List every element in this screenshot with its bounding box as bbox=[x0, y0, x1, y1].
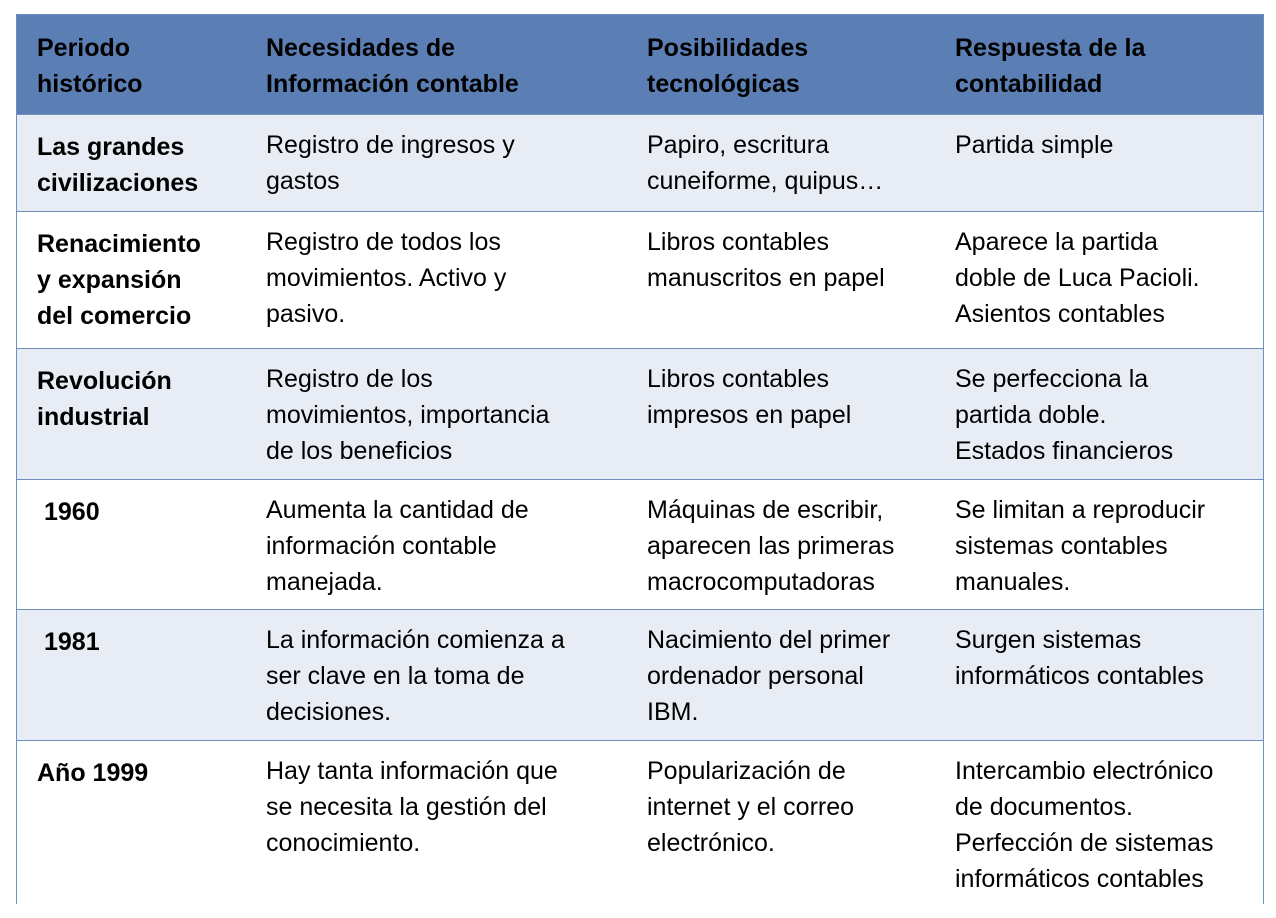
period-cell: Renacimiento y expansión del comercio bbox=[37, 230, 201, 330]
table-row bbox=[17, 479, 1263, 609]
response-cell: Se limitan a reproducir sistemas contables manuales. bbox=[955, 496, 1206, 596]
period-cell: Las grandes civilizaciones bbox=[37, 133, 199, 197]
needs-cell: Registro de todos los movimientos. Activo y pasivo. bbox=[266, 228, 507, 328]
technology-cell: Papiro, escritura cuneiforme, quipus… bbox=[647, 131, 884, 195]
needs-cell: La información comienza a ser clave en la toma de decisiones. bbox=[266, 626, 565, 726]
header-period: Periodo histórico bbox=[37, 34, 143, 98]
table-row bbox=[17, 348, 1263, 479]
needs-cell: Registro de los movimientos, importancia de los beneficios bbox=[266, 365, 550, 465]
technology-cell: Máquinas de escribir, aparecen las primeras macrocomputadoras bbox=[647, 496, 895, 596]
response-cell: Se perfecciona la partida doble. Estados financieros bbox=[955, 365, 1174, 465]
technology-cell: Libros contables impresos en papel bbox=[647, 365, 852, 429]
accounting-history-table bbox=[16, 14, 1264, 904]
response-cell: Intercambio electrónico de documentos. Perfección de sistemas informáticos contables bbox=[955, 757, 1214, 893]
table-row bbox=[17, 609, 1263, 740]
technology-cell: Libros contables manuscritos en papel bbox=[647, 228, 885, 292]
period-cell: Revolución industrial bbox=[37, 367, 172, 431]
response-cell: Partida simple bbox=[955, 131, 1114, 159]
period-cell: Año 1999 bbox=[37, 759, 149, 787]
table-row bbox=[17, 211, 1263, 348]
table-header-row bbox=[17, 15, 1263, 114]
response-cell: Surgen sistemas informáticos contables bbox=[955, 626, 1204, 690]
table-row bbox=[17, 114, 1263, 211]
period-cell: 1981 bbox=[44, 628, 100, 656]
needs-cell: Registro de ingresos y gastos bbox=[266, 131, 515, 195]
technology-cell: Nacimiento del primer ordenador personal IBM. bbox=[647, 626, 891, 726]
response-cell: Aparece la partida doble de Luca Pacioli. Asientos contables bbox=[955, 228, 1200, 328]
header-technology: Posibilidades tecnológicas bbox=[647, 34, 809, 98]
header-response: Respuesta de la contabilidad bbox=[955, 34, 1146, 98]
period-cell: 1960 bbox=[44, 498, 100, 526]
header-needs: Necesidades de Información contable bbox=[266, 34, 519, 98]
table-row bbox=[17, 740, 1263, 904]
needs-cell: Hay tanta información que se necesita la gestión del conocimiento. bbox=[266, 757, 558, 857]
needs-cell: Aumenta la cantidad de información contable manejada. bbox=[266, 496, 529, 596]
technology-cell: Popularización de internet y el correo electrónico. bbox=[647, 757, 855, 857]
